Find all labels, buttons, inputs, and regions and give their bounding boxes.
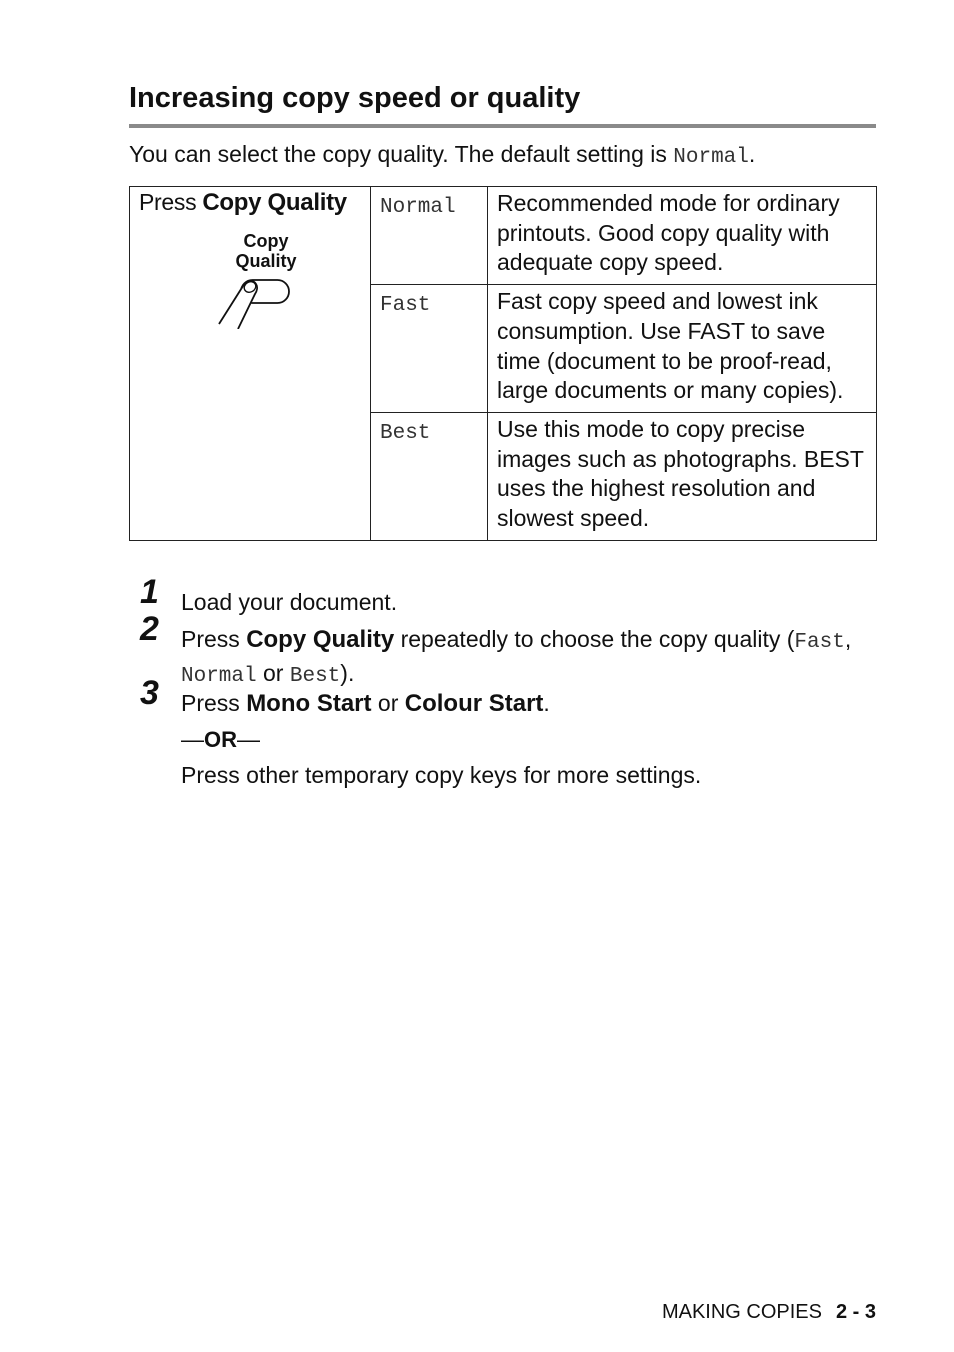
press-instruction (139, 188, 361, 218)
page-heading: Increasing copy speed or quality (129, 82, 581, 114)
mode-best: Best (371, 412, 488, 540)
option-normal: Normal (181, 665, 257, 688)
step-text: Press (181, 690, 247, 716)
step-key-name: Copy Quality (246, 626, 395, 653)
or-word: OR (204, 727, 237, 752)
key-label-line2: Quality (235, 250, 297, 271)
or-separator (181, 726, 260, 753)
option-fast: Fast (794, 631, 845, 654)
step-number: 3 (140, 674, 159, 712)
intro-text: You can select the copy quality. The default setting is (129, 141, 674, 167)
option-best: Best (289, 665, 341, 688)
heading-rule (129, 124, 876, 128)
step-separator: , (844, 626, 852, 652)
intro-end: . (748, 141, 756, 167)
intro-paragraph (129, 139, 755, 173)
press-key-name: Copy Quality (202, 189, 347, 216)
step-key-name: Mono Start (246, 690, 372, 717)
step-separator: or (256, 660, 290, 686)
or-dash: — (181, 726, 204, 752)
intro-default-value: Normal (673, 146, 749, 169)
step-end: . (543, 690, 550, 716)
mode-best-description: Use this mode to copy precise images such as photographs. BEST uses the highest resolution and slowest speed. (488, 412, 877, 540)
key-label-line1: Copy (243, 230, 289, 251)
mode-fast: Fast (371, 285, 488, 413)
or-dash: — (237, 726, 260, 752)
press-prefix: Press (139, 189, 203, 215)
footer-section: MAKING COPIES (661, 1301, 822, 1323)
step-key-name: Colour Start (404, 690, 544, 717)
page-footer (662, 1301, 876, 1324)
press-key-cell (130, 187, 371, 541)
step-text: repeatedly to choose the copy quality ( (394, 626, 795, 652)
step-end: ). (340, 660, 355, 686)
step-number: 2 (140, 610, 159, 648)
footer-page-number: 2 - 3 (835, 1301, 876, 1323)
or-note: Press other temporary copy keys for more settings. (181, 762, 702, 788)
step-text: or (371, 690, 405, 716)
step-1 (140, 573, 881, 617)
copy-quality-key-icon (209, 224, 309, 329)
step-text: Load your document. (181, 589, 398, 615)
table-row (130, 187, 877, 285)
step-2 (140, 610, 881, 692)
step-number: 1 (140, 573, 159, 611)
mode-fast-description: Fast copy speed and lowest ink consumption. Use FAST to save time (document to be proof-read, large documents or many copies). (488, 285, 877, 413)
mode-normal: Normal (371, 187, 488, 285)
mode-normal-description: Recommended mode for ordinary printouts. Good copy quality with adequate copy speed. (488, 187, 877, 285)
quality-table (129, 186, 877, 541)
step-text: Press (181, 626, 247, 652)
